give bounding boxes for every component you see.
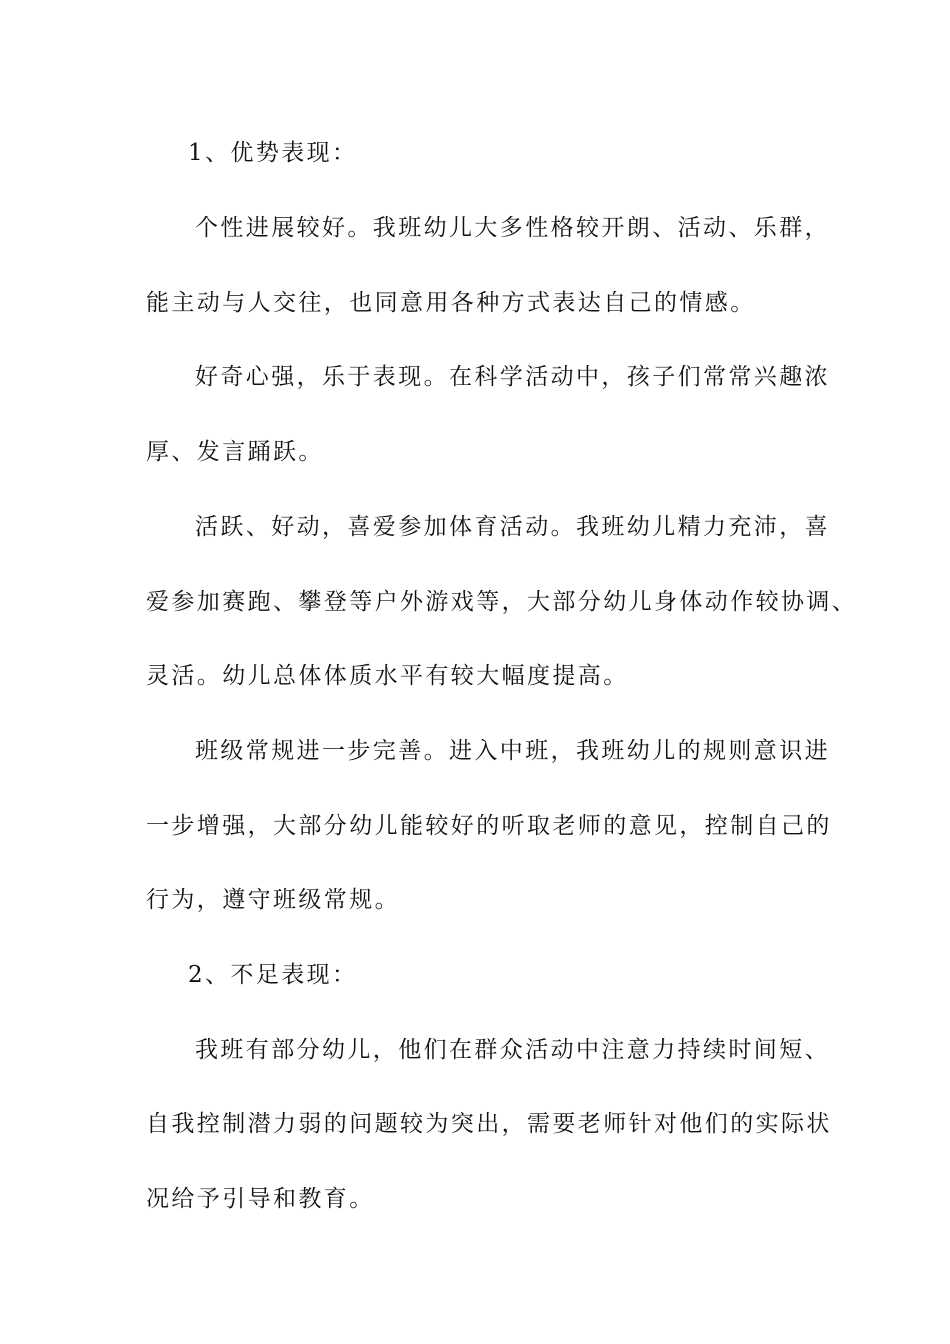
paragraph-line: 况给予引导和教育。 — [146, 1186, 375, 1212]
paragraph-line: 灵活。幼儿总体体质水平有较大幅度提高。 — [146, 663, 629, 689]
paragraph-line: 一步增强，大部分幼儿能较好的听取老师的意见，控制自己的 — [146, 813, 832, 839]
paragraph-line: 活跃、好动，喜爱参加体育活动。我班幼儿精力充沛，喜 — [195, 514, 830, 540]
paragraph-line: 好奇心强，乐于表现。在科学活动中，孩子们常常兴趣浓 — [195, 364, 830, 390]
paragraph-line: 行为，遵守班级常规。 — [146, 887, 400, 913]
paragraph-line: 个性进展较好。我班幼儿大多性格较开朗、活动、乐群， — [195, 215, 830, 241]
section-heading-shortcomings: 2、不足表现： — [188, 962, 358, 988]
paragraph-line: 爱参加赛跑、攀登等户外游戏等，大部分幼儿身体动作较协调、 — [146, 589, 858, 615]
section-heading-advantages: 1、优势表现： — [188, 140, 358, 166]
paragraph-line: 能主动与人交往，也同意用各种方式表达自己的情感。 — [146, 290, 756, 316]
paragraph-line: 班级常规进一步完善。进入中班，我班幼儿的规则意识进 — [195, 738, 830, 764]
paragraph-line: 厚、发言踊跃。 — [146, 439, 324, 465]
paragraph-line: 我班有部分幼儿，他们在群众活动中注意力持续时间短、 — [195, 1037, 830, 1063]
paragraph-line: 自我控制潜力弱的问题较为突出，需要老师针对他们的实际状 — [146, 1111, 832, 1137]
